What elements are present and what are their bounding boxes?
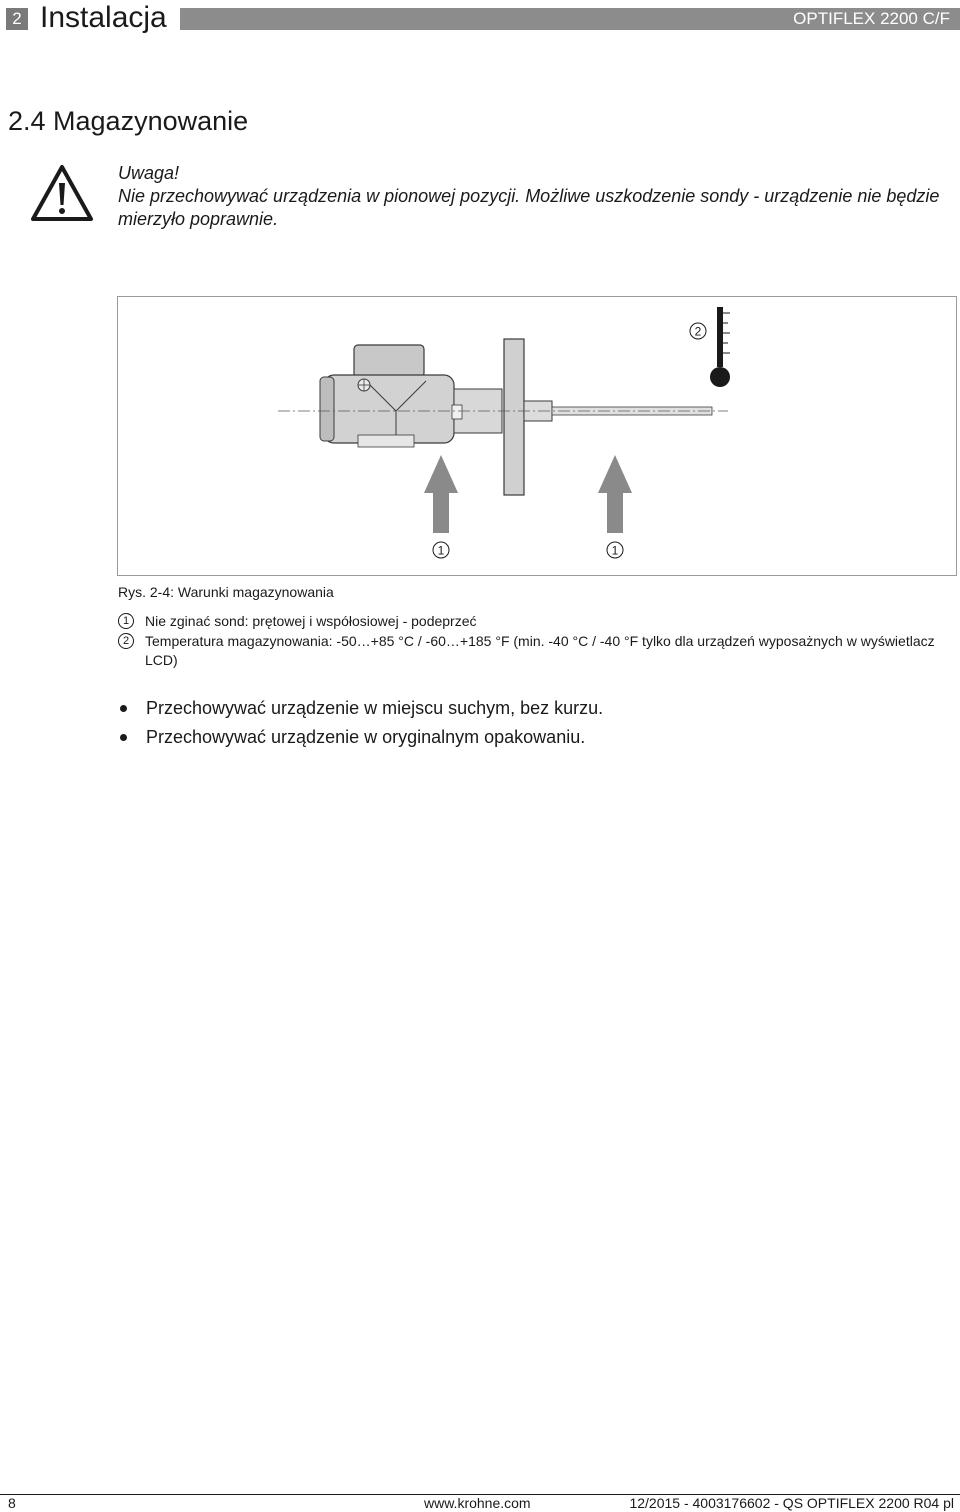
section-title: 2.4 Magazynowanie — [8, 106, 249, 136]
footer-document-id: 12/2015 - 4003176602 - QS OPTIFLEX 2200 R04 pl — [629, 1495, 954, 1511]
svg-text:2: 2 — [694, 324, 702, 339]
page-number: 8 — [8, 1495, 16, 1511]
marker-1a — [433, 542, 449, 558]
bullet-text: Przechowywać urządzenie w oryginalnym opakowaniu. — [146, 727, 586, 747]
support-arrow-2 — [598, 455, 632, 533]
marker-1b — [607, 542, 623, 558]
warning-heading: Uwaga! — [118, 163, 180, 183]
marker-2 — [690, 323, 706, 339]
footer-url: www.krohne.com — [424, 1495, 531, 1511]
support-arrow-1 — [424, 455, 458, 533]
svg-text:1: 1 — [437, 543, 445, 558]
page-header — [0, 0, 960, 34]
product-name: OPTIFLEX 2200 C/F — [793, 9, 950, 28]
legend-item — [118, 612, 954, 631]
legend-number: 1 — [118, 613, 134, 629]
housing-body — [324, 375, 454, 443]
warning-text — [118, 162, 954, 231]
legend-item — [118, 632, 954, 670]
bullet-icon — [120, 734, 127, 741]
device-drawing — [118, 297, 956, 575]
list-item — [118, 723, 954, 752]
chapter-number: 2 — [6, 8, 28, 30]
thermometer-icon — [717, 307, 723, 367]
legend-text: Temperatura magazynowania: -50…+85 °C / -60…+185 °F (min. -40 °C / -40 °F tylko dla urządzeń wyposażnych w wyświetlacz LCD) — [145, 633, 935, 668]
figure-caption: Rys. 2-4: Warunki magazynowania — [118, 584, 334, 600]
list-item — [118, 694, 954, 723]
warning-triangle-icon — [30, 163, 94, 223]
legend-number: 2 — [118, 633, 134, 649]
legend-text: Nie zginać sond: prętowej i współosiowej - podeprzeć — [145, 613, 477, 629]
flange — [504, 339, 524, 495]
figure-storage-conditions — [117, 296, 957, 576]
figure-legend — [118, 612, 954, 671]
bullet-icon — [120, 705, 127, 712]
housing-cover — [354, 345, 424, 377]
warning-body: Nie przechowywać urządzenia w pionowej pozycji. Możliwe uszkodzenie sondy - urządzenie nie będzie mierzyło poprawnie. — [118, 186, 940, 229]
bullet-list — [118, 694, 954, 752]
svg-text:1: 1 — [611, 543, 619, 558]
chapter-title: Instalacja — [40, 1, 167, 34]
bullet-text: Przechowywać urządzenie w miejscu suchym, bez kurzu. — [146, 698, 604, 718]
